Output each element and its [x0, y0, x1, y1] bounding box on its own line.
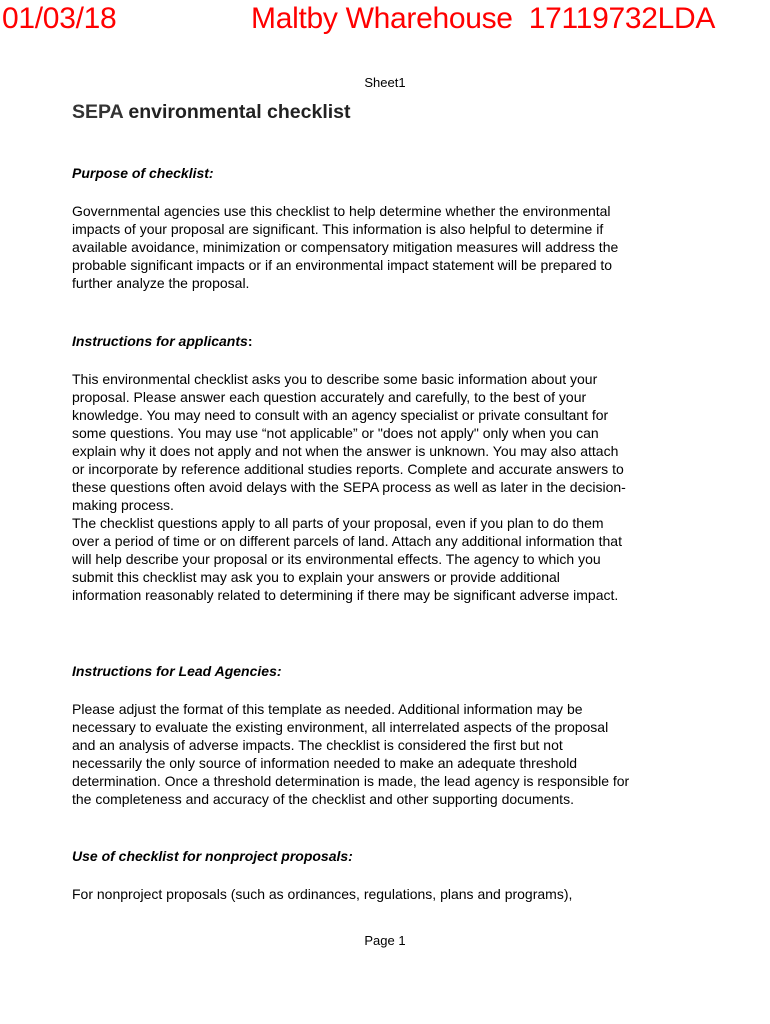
page-title — [72, 101, 351, 124]
section-body-applicants — [72, 370, 632, 604]
paragraph: Governmental agencies use this checklist to help determine whether the environmental impacts of your proposal are significant. This information is also helpful to determine if available avoidance, minimization or compensatory mitigation measures will address the probable significant impacts or if an environmental impact statement will be prepared to further analyze the proposal. — [72, 203, 619, 291]
section-heading-purpose: Purpose of checklist: — [72, 165, 214, 181]
paragraph: The checklist questions apply to all parts of your proposal, even if you plan to do them over a period of time or on different parcels of land. Attach any additional information that will help describe your proposal or its environmental effects. The agency to which you submit this checklist may ask you to explain your answers or provide additional information reasonably related to determining if there may be significant adverse impact. — [72, 515, 622, 603]
paragraph: This environmental checklist asks you to describe some basic information about your proposal. Please answer each question accurately and carefully, to the best of your knowledge. You may need to consult with an agency specialist or private consultant for some questions. You may use “not applicable” or "does not apply" only when you can explain why it does not apply and not when the answer is unknown. You may also attach or incorporate by reference additional studies reports. Complete and accurate answers to these questions often avoid delays with the SEPA process as well as later in the decision-making process. — [72, 371, 626, 513]
section-heading-lead-agencies: Instructions for Lead Agencies: — [72, 663, 282, 679]
section-heading-nonproject: Use of checklist for nonproject proposals: — [72, 848, 353, 864]
paragraph: For nonproject proposals (such as ordinances, regulations, plans and programs), — [72, 886, 573, 902]
section-body-lead-agencies — [72, 700, 632, 808]
section-body-nonproject — [72, 885, 632, 903]
reference-stamp: Maltby Wharehouse 17119732LDA — [251, 2, 716, 35]
heading-text: Instructions for applicants — [72, 333, 248, 349]
page-number: Page 1 — [364, 933, 406, 948]
title-rest: environmental checklist — [122, 101, 351, 123]
sheet-label: Sheet1 — [364, 75, 406, 90]
heading-suffix: : — [247, 333, 253, 349]
paragraph: Please adjust the format of this template as needed. Additional information may be necessary to evaluate the existing environment, all interrelated aspects of the proposal and an analysis of adverse impacts. The checklist is considered the first but not necessarily the only source of information needed to make an adequate threshold determination. Once a threshold determination is made, the lead agency is responsible for the completeness and accuracy of the checklist and other supporting documents. — [72, 701, 630, 807]
section-body-purpose — [72, 202, 632, 292]
title-sepa: SEPA — [72, 101, 123, 123]
section-heading-applicants — [72, 333, 252, 349]
date-stamp: 01/03/18 — [2, 2, 117, 35]
